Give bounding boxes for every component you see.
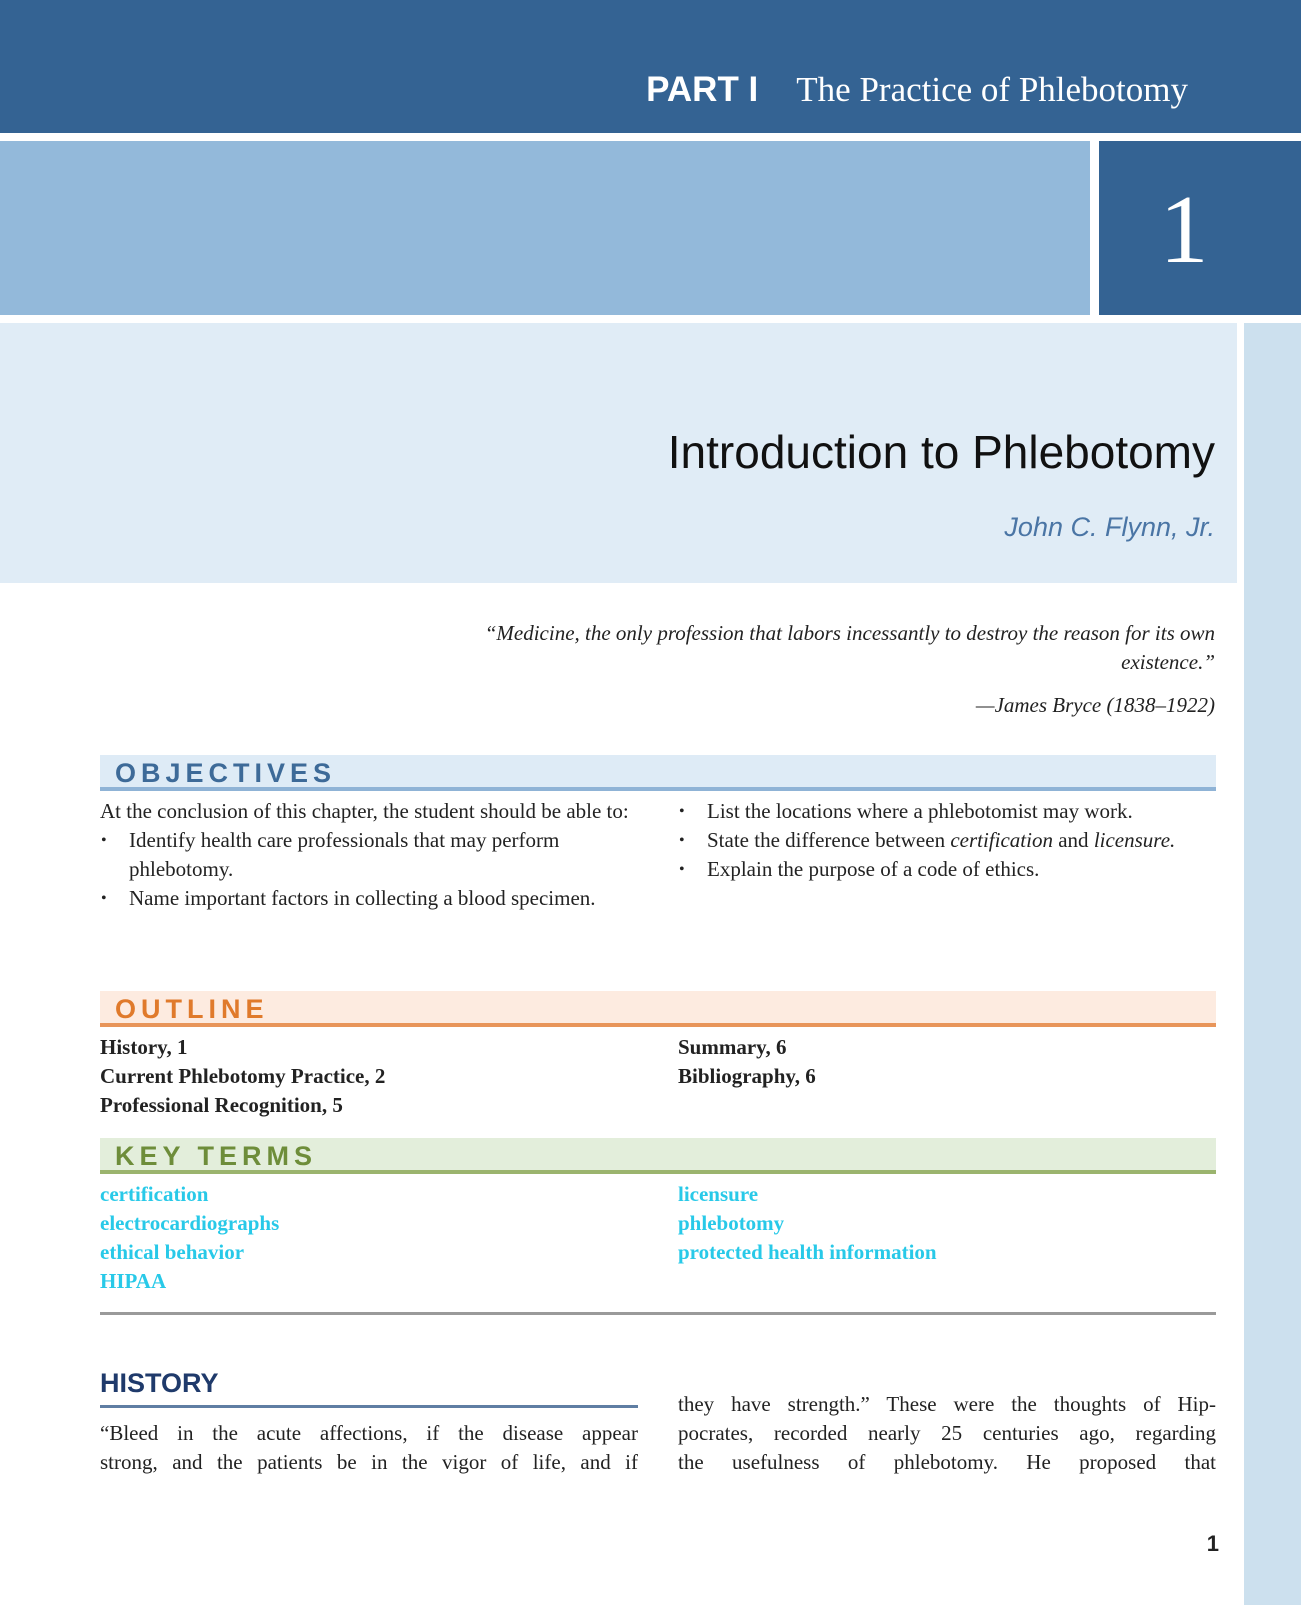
objective-text: State the difference between: [707, 828, 951, 852]
objective-text: and: [1052, 828, 1094, 852]
key-term-ethical-behavior[interactable]: ethical behavior: [100, 1240, 245, 1264]
part-title: The Practice of Phlebotomy: [796, 70, 1188, 109]
body-line: pocrates, recorded nearly 25 centuries ago, regarding: [678, 1421, 1216, 1445]
objective-term-certification: certification: [950, 828, 1053, 852]
chapter-title: Introduction to Phlebotomy: [667, 426, 1215, 478]
epigraph-attribution: —James Bryce (1838–1922): [975, 693, 1215, 717]
body-line: they have strength.” These were the thoughts of Hip-: [678, 1392, 1216, 1416]
key-term-certification[interactable]: certification: [100, 1182, 209, 1206]
part-banner: [0, 0, 1301, 133]
outline-item-professional-recognition: Professional Recognition, 5: [100, 1093, 343, 1117]
outline-item-bibliography: Bibliography, 6: [678, 1064, 816, 1088]
key-terms-right-column: [678, 1180, 1216, 1267]
key-terms-left-column: [100, 1180, 638, 1296]
history-right-column: [678, 1390, 1216, 1477]
key-term-protected-health-information[interactable]: protected health information: [678, 1240, 937, 1264]
objective-item: • List the locations where a phlebotomist may work.: [678, 797, 1216, 826]
objective-term-licensure: licensure.: [1093, 828, 1176, 852]
chapter-banner: [0, 141, 1090, 315]
history-left-column: [100, 1419, 638, 1477]
page-number: 1: [1206, 1531, 1219, 1556]
epigraph-quote: “Medicine, the only profession that labors incessantly to destroy the reason for its own existence.”: [484, 621, 1215, 674]
section-divider: [100, 1312, 1216, 1315]
chapter-number: 1: [1159, 176, 1209, 284]
body-line: strong, and the patients be in the vigor of life, and if: [100, 1450, 638, 1474]
part-heading: [646, 70, 1188, 110]
body-line: the usefulness of phlebotomy. He proposed that: [678, 1450, 1216, 1474]
key-term-hipaa[interactable]: HIPAA: [100, 1269, 167, 1293]
objective-item: • Identify health care professionals that may perform phlebotomy.: [100, 826, 638, 884]
chapter-author: John C. Flynn, Jr.: [1004, 512, 1215, 542]
history-heading: HISTORY: [100, 1368, 219, 1398]
outline-item-summary: Summary, 6: [678, 1035, 787, 1059]
objectives-intro: At the conclusion of this chapter, the student should be able to:: [100, 799, 629, 823]
outline-left-column: [100, 1033, 638, 1120]
body-line: “Bleed in the acute affections, if the disease appear: [100, 1421, 638, 1445]
history-heading-rule: [100, 1405, 638, 1408]
objective-item: [678, 826, 1216, 855]
key-term-electrocardiographs[interactable]: electrocardiographs: [100, 1211, 280, 1235]
objectives-right-column: [678, 797, 1216, 884]
key-terms-heading: KEY TERMS: [100, 1138, 1216, 1174]
key-term-licensure[interactable]: licensure: [678, 1182, 759, 1206]
objectives-list-right: [678, 797, 1216, 884]
key-term-phlebotomy[interactable]: phlebotomy: [678, 1211, 785, 1235]
objectives-left-column: [100, 797, 638, 913]
outline-item-history: History, 1: [100, 1035, 188, 1059]
outline-right-column: [678, 1033, 1216, 1091]
objectives-list-left: [100, 826, 638, 913]
outline-item-current-practice: Current Phlebotomy Practice, 2: [100, 1064, 386, 1088]
objective-item: • Name important factors in collecting a blood specimen.: [100, 884, 638, 913]
objective-item: • Explain the purpose of a code of ethics.: [678, 855, 1216, 884]
objectives-heading: OBJECTIVES: [100, 755, 1216, 791]
outline-heading: OUTLINE: [100, 991, 1216, 1027]
side-strip: [1244, 323, 1301, 1605]
part-label: PART I: [646, 70, 759, 109]
